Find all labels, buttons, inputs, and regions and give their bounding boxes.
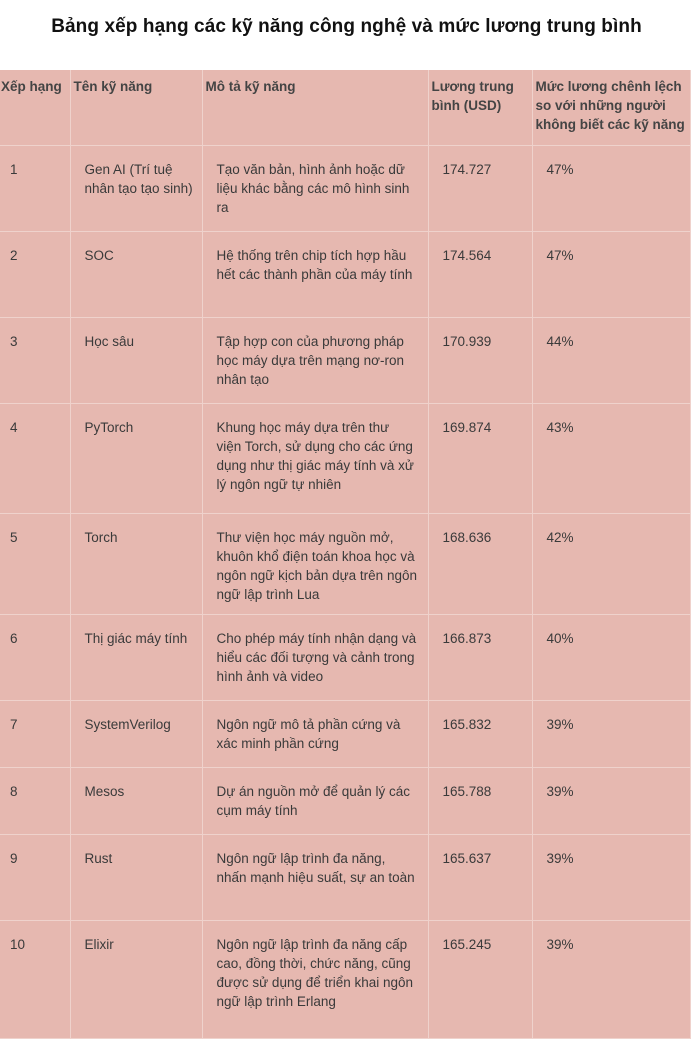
skills-salary-table: [0, 70, 691, 1039]
premium-cell: 39%: [532, 767, 690, 834]
skill-name-cell: Gen AI (Trí tuệ nhân tạo tạo sinh): [70, 145, 202, 231]
salary-cell: 174.564: [428, 231, 532, 317]
skill-description-cell: Tạo văn bản, hình ảnh hoặc dữ liệu khác bằng các mô hình sinh ra: [202, 145, 428, 231]
skill-name-cell: Mesos: [70, 767, 202, 834]
skill-name-cell: Thị giác máy tính: [70, 614, 202, 700]
rank-cell: 1: [0, 145, 70, 231]
skill-description-cell: Khung học máy dựa trên thư viện Torch, sử dụng cho các ứng dụng như thị giác máy tính và xử lý ngôn ngữ tự nhiên: [202, 403, 428, 513]
header-rank: Xếp hạng: [0, 70, 70, 145]
table-row: [0, 767, 690, 834]
premium-cell: 47%: [532, 231, 690, 317]
salary-cell: 165.637: [428, 834, 532, 920]
skill-description-cell: Dự án nguồn mở để quản lý các cụm máy tính: [202, 767, 428, 834]
rank-cell: 2: [0, 231, 70, 317]
skill-name-cell: Elixir: [70, 920, 202, 1038]
premium-cell: 44%: [532, 317, 690, 403]
header-skill: Tên kỹ năng: [70, 70, 202, 145]
salary-cell: 174.727: [428, 145, 532, 231]
rank-cell: 5: [0, 513, 70, 614]
premium-cell: 43%: [532, 403, 690, 513]
table-row: [0, 403, 690, 513]
rank-cell: 10: [0, 920, 70, 1038]
table-row: [0, 231, 690, 317]
table-row: [0, 614, 690, 700]
skill-name-cell: SystemVerilog: [70, 700, 202, 767]
header-description: Mô tả kỹ năng: [202, 70, 428, 145]
skill-name-cell: Học sâu: [70, 317, 202, 403]
premium-cell: 39%: [532, 700, 690, 767]
table-row: [0, 145, 690, 231]
table-row: [0, 513, 690, 614]
skill-name-cell: PyTorch: [70, 403, 202, 513]
premium-cell: 47%: [532, 145, 690, 231]
skill-description-cell: Ngôn ngữ mô tả phần cứng và xác minh phần cứng: [202, 700, 428, 767]
rank-cell: 6: [0, 614, 70, 700]
rank-cell: 4: [0, 403, 70, 513]
skill-name-cell: Torch: [70, 513, 202, 614]
table-row: [0, 317, 690, 403]
rank-cell: 8: [0, 767, 70, 834]
salary-cell: 166.873: [428, 614, 532, 700]
table-header-row: [0, 70, 690, 145]
rank-cell: 7: [0, 700, 70, 767]
salary-cell: 165.788: [428, 767, 532, 834]
rank-cell: 9: [0, 834, 70, 920]
page-title: Bảng xếp hạng các kỹ năng công nghệ và mức lương trung bình: [51, 16, 642, 37]
skill-description-cell: Ngôn ngữ lập trình đa năng, nhấn mạnh hiệu suất, sự an toàn: [202, 834, 428, 920]
rank-cell: 3: [0, 317, 70, 403]
premium-cell: 40%: [532, 614, 690, 700]
premium-cell: 39%: [532, 834, 690, 920]
header-salary: Lương trung bình (USD): [428, 70, 532, 145]
premium-cell: 42%: [532, 513, 690, 614]
skill-description-cell: Tập hợp con của phương pháp học máy dựa trên mạng nơ-ron nhân tạo: [202, 317, 428, 403]
table-row: [0, 834, 690, 920]
salary-cell: 165.832: [428, 700, 532, 767]
salary-cell: 165.245: [428, 920, 532, 1038]
header-premium: Mức lương chênh lệch so với những người không biết các kỹ năng: [532, 70, 690, 145]
skill-name-cell: SOC: [70, 231, 202, 317]
salary-cell: 168.636: [428, 513, 532, 614]
salary-cell: 169.874: [428, 403, 532, 513]
skill-description-cell: Thư viện học máy nguồn mở, khuôn khổ điện toán khoa học và ngôn ngữ kịch bản dựa trên ngôn ngữ lập trình Lua: [202, 513, 428, 614]
skill-description-cell: Ngôn ngữ lập trình đa năng cấp cao, đồng thời, chức năng, cũng được sử dụng để triển khai ngôn ngữ lập trình Erlang: [202, 920, 428, 1038]
salary-cell: 170.939: [428, 317, 532, 403]
skill-description-cell: Cho phép máy tính nhận dạng và hiểu các đối tượng và cảnh trong hình ảnh và video: [202, 614, 428, 700]
table-row: [0, 920, 690, 1038]
skill-description-cell: Hệ thống trên chip tích hợp hầu hết các thành phần của máy tính: [202, 231, 428, 317]
table-row: [0, 700, 690, 767]
premium-cell: 39%: [532, 920, 690, 1038]
skill-name-cell: Rust: [70, 834, 202, 920]
